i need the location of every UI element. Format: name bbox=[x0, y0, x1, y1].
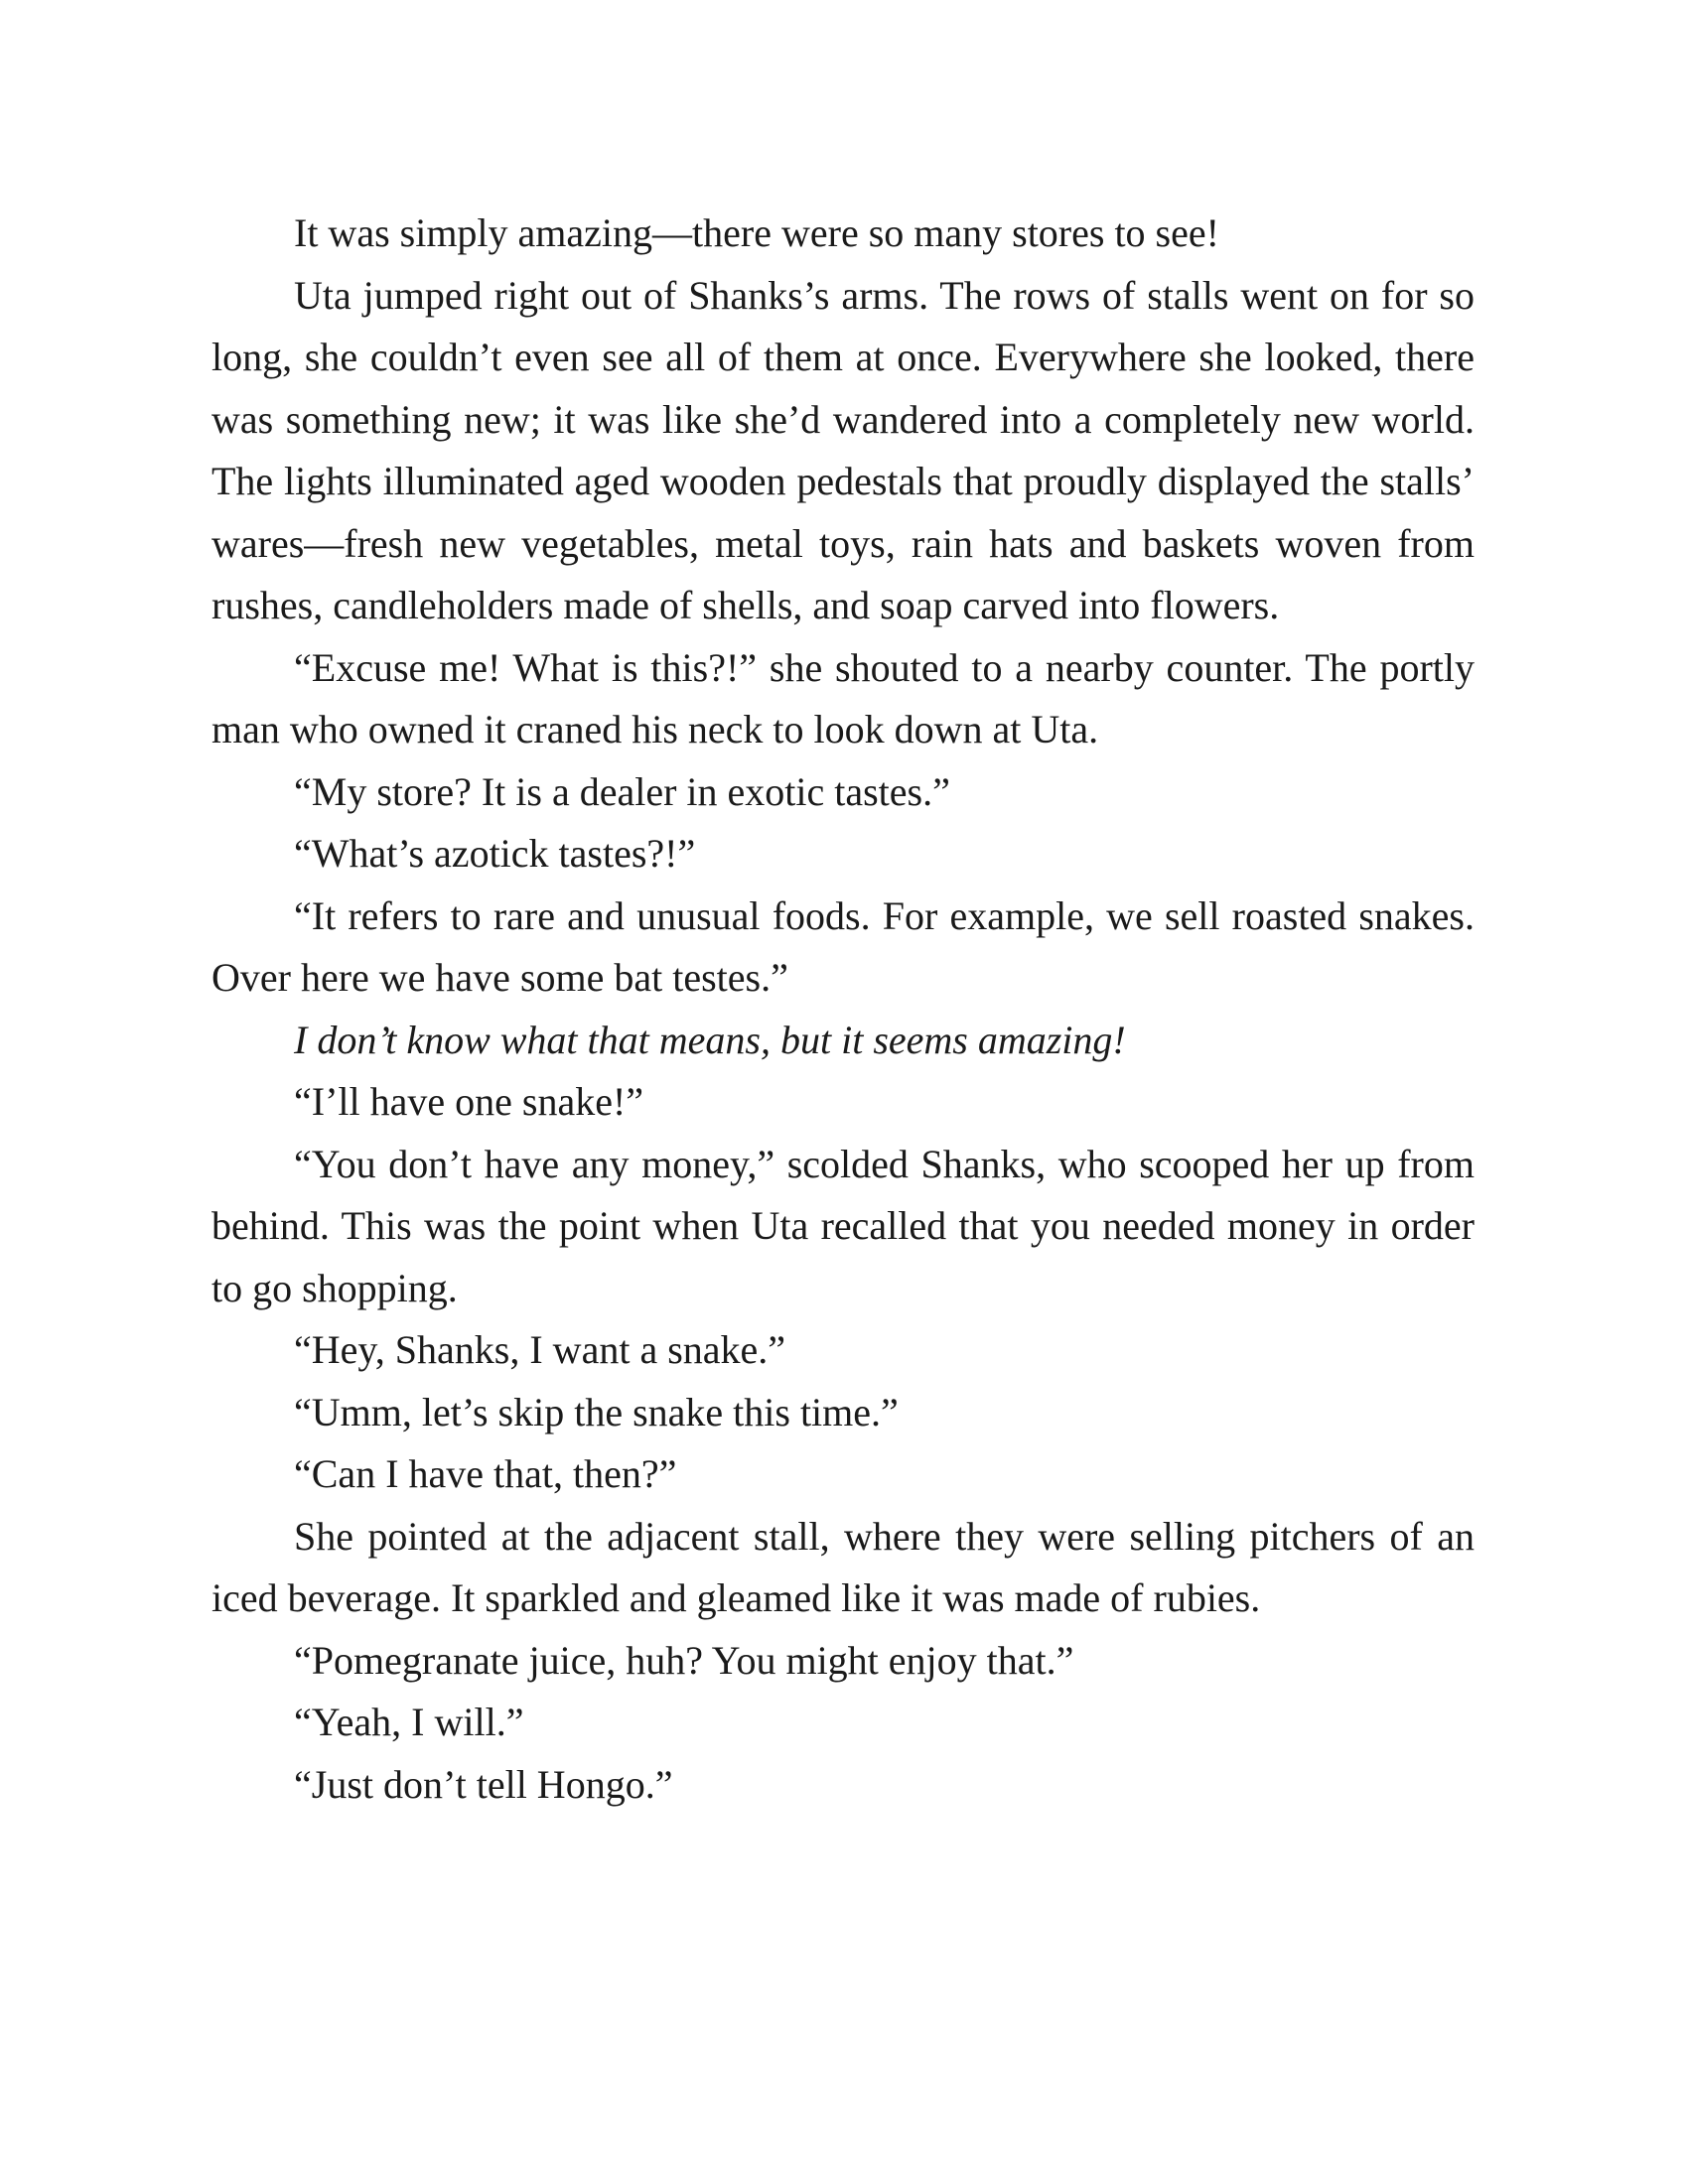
paragraph: “What’s azotick tastes?!” bbox=[294, 831, 696, 876]
paragraph: “I’ll have one snake!” bbox=[294, 1079, 644, 1124]
paragraph: It was simply amazing—there were so many stores to see! bbox=[294, 210, 1219, 255]
paragraph: Uta jumped right out of Shanks’s arms. The rows of stalls went on for so long, she couldn’t even see all of them at once. Everywhere she looked, there was something new; it was like she’d wandered into a completely new world. The lights illuminated aged wooden pedestals that proudly displayed the stalls’ wares—fresh new vegetables, metal toys, rain hats and baskets woven from rushes, candleholders made of shells, and soap carved into flowers. bbox=[211, 272, 1475, 627]
paragraph: “Umm, let’s skip the snake this time.” bbox=[294, 1389, 899, 1434]
paragraph: “Excuse me! What is this?!” she shouted to a nearby counter. The portly man who owned it craned his neck to look down at Uta. bbox=[211, 644, 1475, 751]
body-text bbox=[211, 203, 1475, 1816]
paragraph: “It refers to rare and unusual foods. For example, we sell roasted snakes. Over here we have some bat testes.” bbox=[211, 892, 1475, 1000]
paragraph: She pointed at the adjacent stall, where they were selling pitchers of an iced beverage. It sparkled and gleamed like it was made of rubies. bbox=[211, 1513, 1475, 1620]
paragraph: “Just don’t tell Hongo.” bbox=[294, 1761, 673, 1807]
paragraph: “Pomegranate juice, huh? You might enjoy that.” bbox=[294, 1637, 1074, 1683]
paragraph: “Yeah, I will.” bbox=[294, 1700, 524, 1744]
paragraph: “Hey, Shanks, I want a snake.” bbox=[294, 1327, 786, 1372]
paragraph: “Can I have that, then?” bbox=[294, 1451, 677, 1496]
paragraph: “My store? It is a dealer in exotic tastes.” bbox=[294, 768, 950, 814]
paragraph: “You don’t have any money,” scolded Shanks, who scooped her up from behind. This was the point when Uta recalled that you needed money in order to go shopping. bbox=[211, 1141, 1475, 1310]
italic-thought-paragraph: I don’t know what that means, but it seems amazing! bbox=[294, 1017, 1126, 1062]
